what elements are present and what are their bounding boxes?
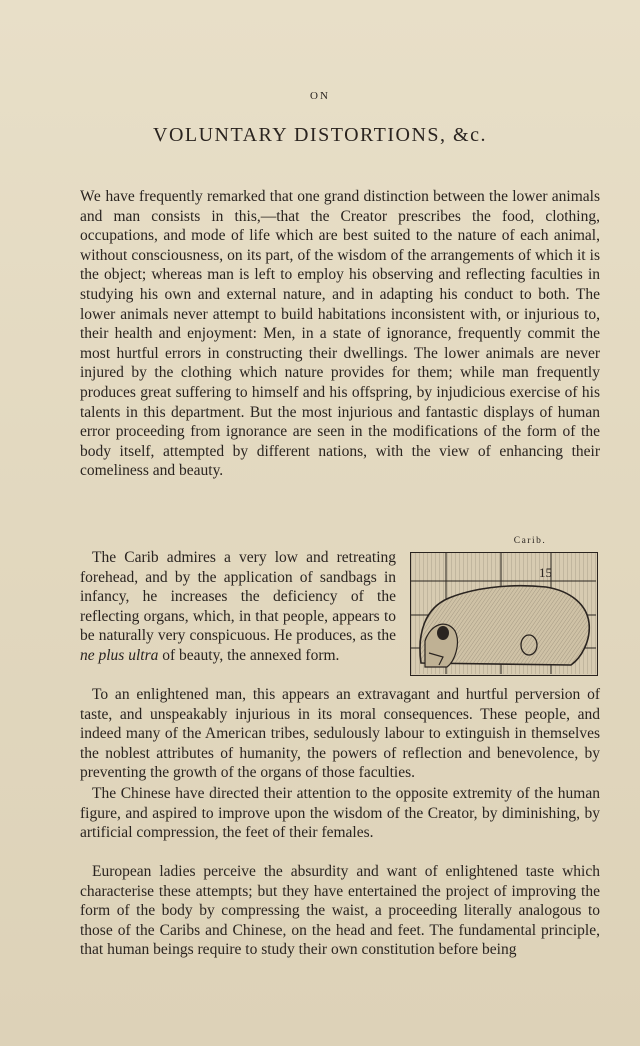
paragraph-intro-dropcap: We <box>80 188 102 205</box>
paragraph-carib <box>80 548 396 666</box>
page-title: VOLUNTARY DISTORTIONS, &c. <box>153 124 487 146</box>
carib-skull-illustration <box>411 553 596 674</box>
carib-skull-engraving <box>410 552 598 676</box>
carib-figure <box>410 536 600 676</box>
running-heading-on: ON <box>310 90 330 102</box>
paragraph-carib-italic: ne plus ultra <box>80 646 159 664</box>
figure-number-label: 15 <box>539 565 552 580</box>
figure-caption: Carib. <box>513 536 547 546</box>
paragraph-intro <box>80 187 600 481</box>
paragraph-chinese: The Chinese have directed their attention to the opposite extremity of the human figure, and aspired to improve upon the wisdom of the Creator, by diminishing, by artificial compression, the feet of their females. <box>80 785 600 842</box>
paragraph-carib-text-start: The Carib admires a very low and retreating forehead, and by the application of sandbags in infancy, he increases the deficiency of the reflecting organs, which, in that people, appears to be naturally very conspicuous. He produces, as the <box>80 549 396 645</box>
paragraph-intro-text: have frequently remarked that one grand distinction between the lower animals and man consists in this,—that the Creator prescribes the food, clothing, occupations, and mode of life which are best suited to the nature of each animal, without consciousness, on its part, of the wisdom of the arrangements of which it is the object; whereas man is left to employ his observing and reflecting faculties in studying his own and external nature, and in adapting his conduct to both. The lower animals never attempt to build habitations inconsistent with, or injurious to, their health and enjoyment: Men, in a state of ignorance, frequently commit the most hurtful errors in constructing their dwellings. The lower animals are never injured by the clothing which nature provides for them; while man frequently produces great suffering to himself and his offspring, by injudicious exercise of his talents in this department. But the most injurious and fantastic displays of human error proceeding from ignorance are seen in the modifications of the form of the body itself, attempted by different nations, with the view of enhancing their comeliness and beauty. <box>80 188 600 480</box>
paragraph-european: European ladies perceive the absurdity and want of enlightened taste which characterise these attempts; but they have entertained the project of improving the form of the body by compressing the waist, a proceeding literally analogous to those of the Caribs and Chinese, on the head and feet. The fundamental principle, that human beings require to study their own constitution before being <box>80 863 600 959</box>
paragraph-perversion: To an enlightened man, this appears an extravagant and hurtful perversion of taste, and unspeakably injurious in its moral consequences. These people, and indeed many of the American tribes, sedulously labour to extinguish in themselves the noblest attributes of humanity, the powers of reflection and benevolence, by preventing the growth of the organs of those faculties. <box>80 686 600 782</box>
paragraph-carib-text-end: of beauty, the annexed form. <box>158 646 340 664</box>
